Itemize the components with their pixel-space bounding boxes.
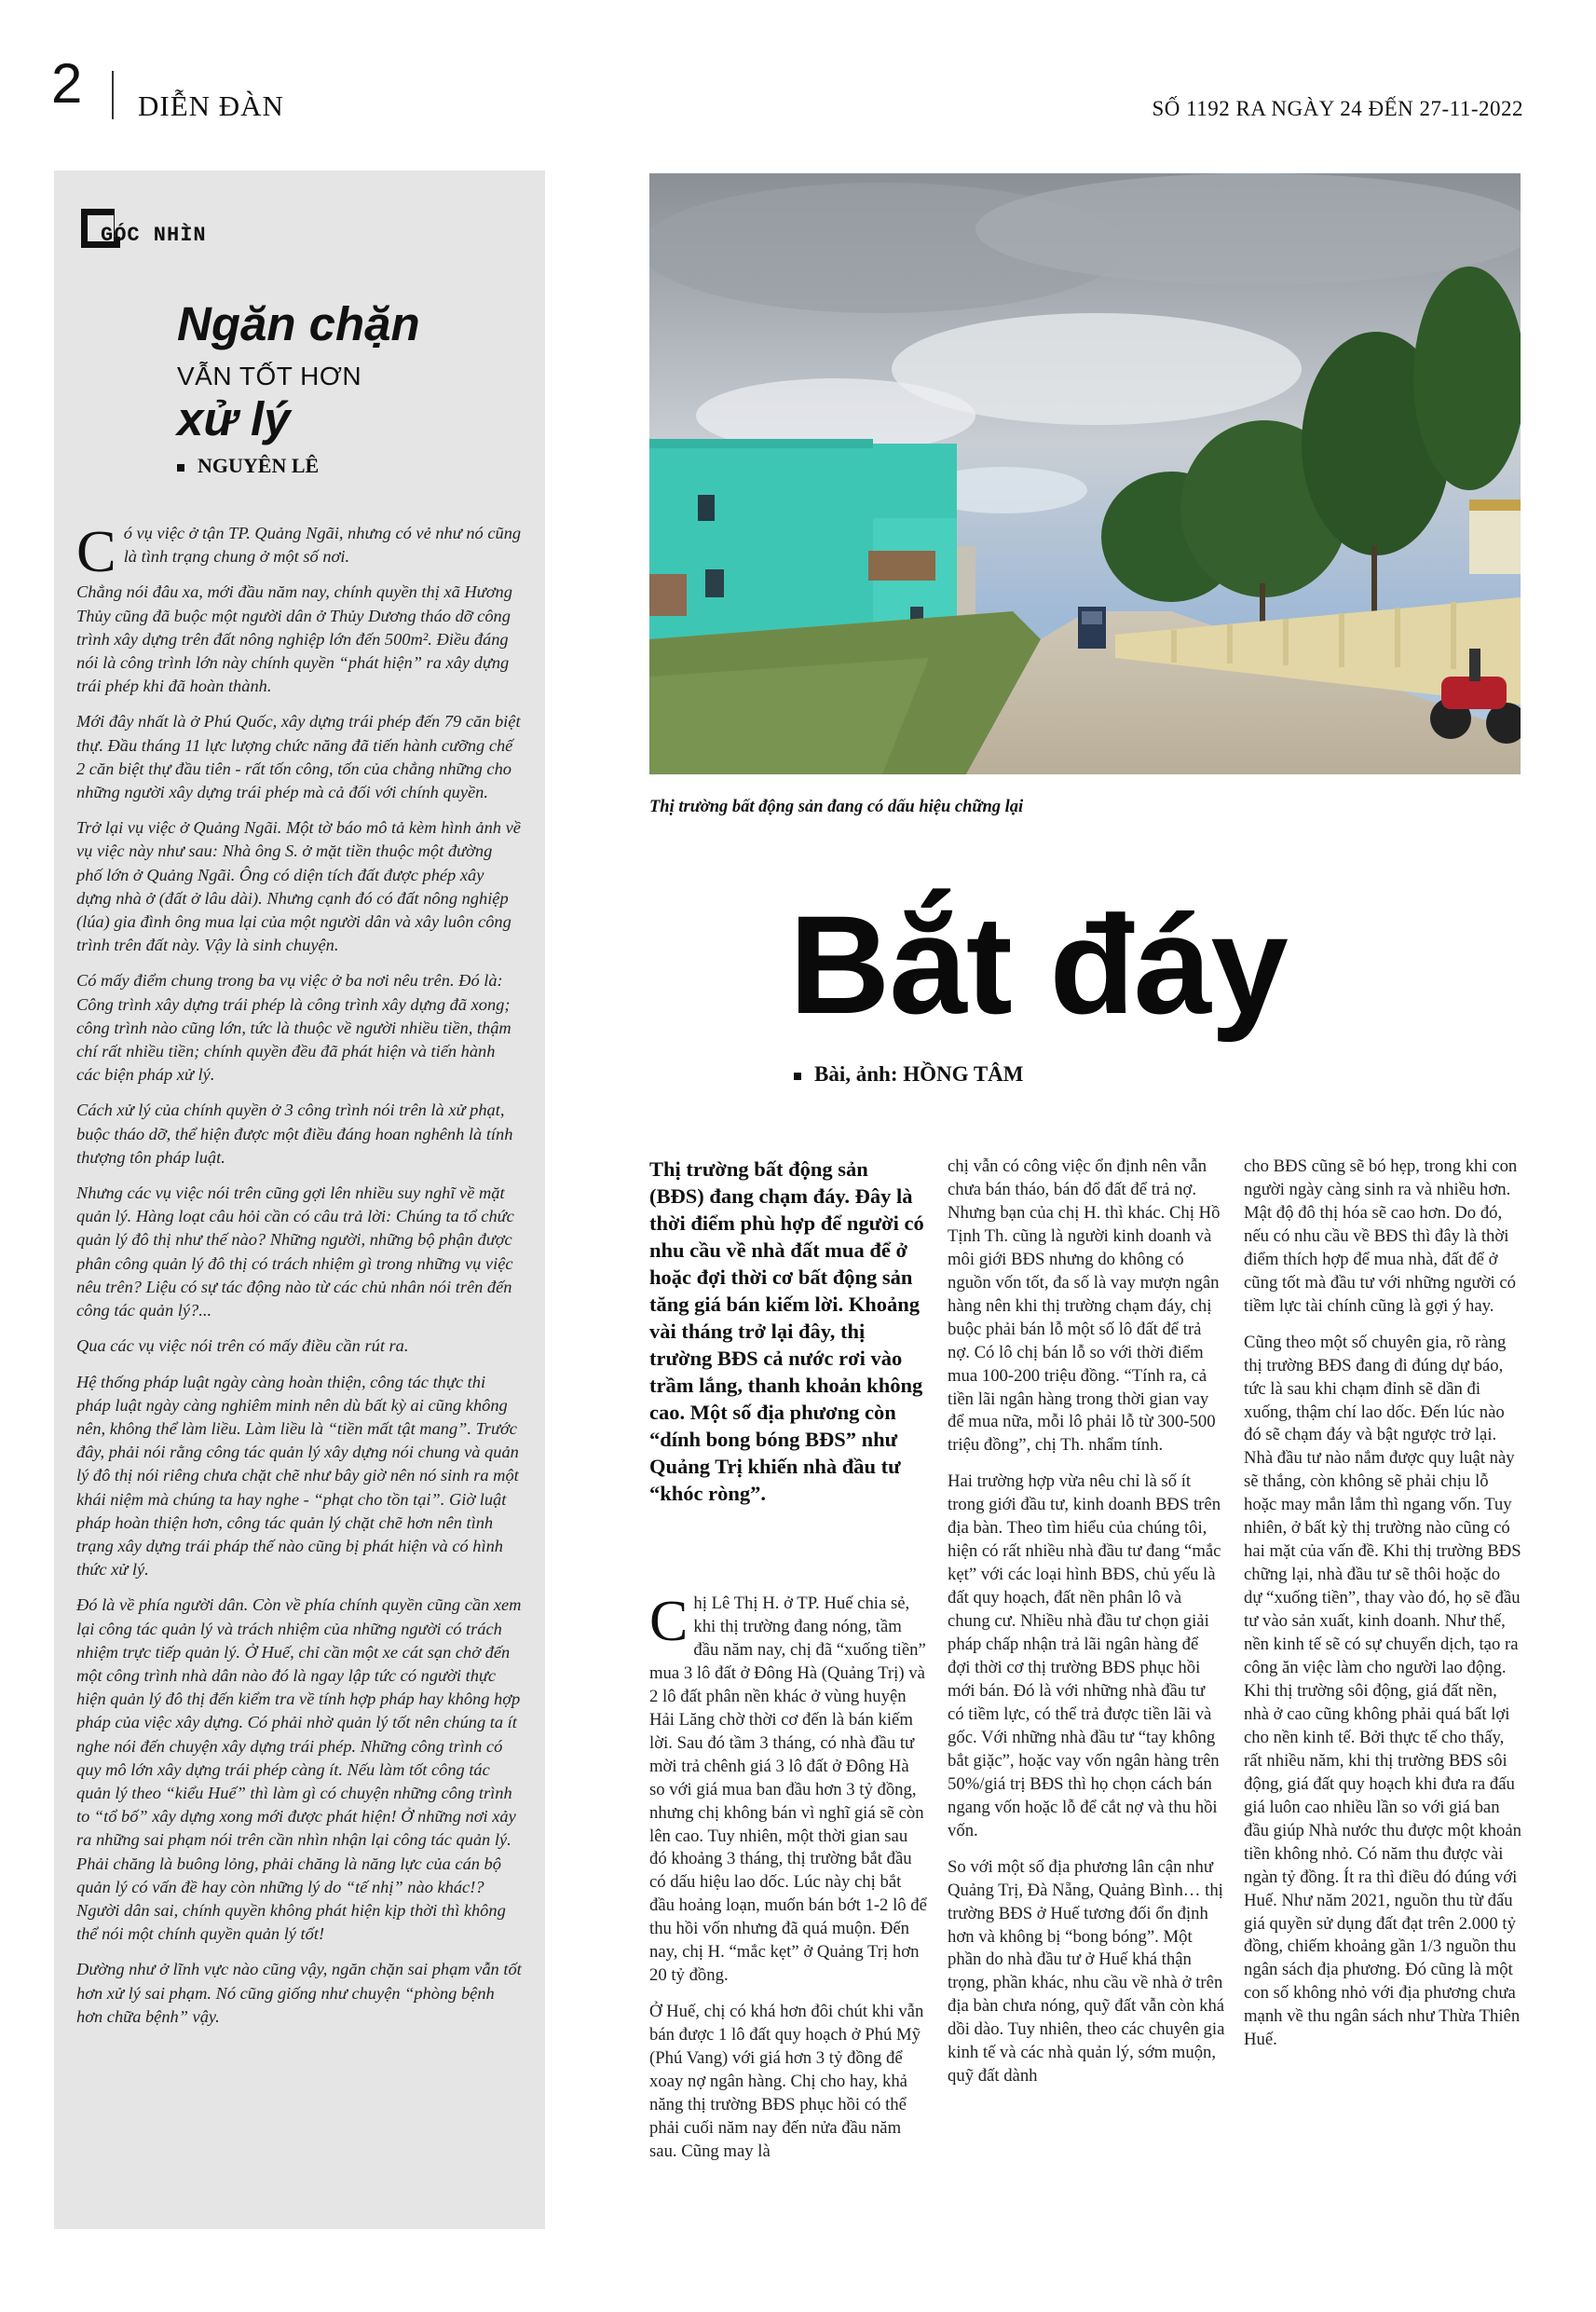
article-column-1	[649, 1590, 927, 2177]
article-column-3	[1244, 1156, 1521, 2065]
sidebar-paragraph: Mới đây nhất là ở Phú Quốc, xây dựng trái phép đến 79 căn biệt thự. Đầu tháng 11 lực lượng chức năng đã tiến hành cưỡng chế 2 căn biệt thự đầu tiên - rất tốn công, tốn của chẳng những cho những người xây dựng trái phép mà cả đối với chính quyền.	[76, 712, 521, 802]
article-paragraph: Cũng theo một số chuyên gia, rõ ràng thị trường BĐS đang đi đúng dự báo, tức là sau khi chạm đỉnh sẽ dần đi xuống, thậm chí lao dốc. Đến lúc nào đó sẽ chạm đáy và bật ngược trở lại. Nhà đầu tư nào nắm được quy luật này sẽ thắng, còn không sẽ phải chịu lỗ hoặc may mắn lắm thì ngang vốn. Tuy nhiên, ở bất kỳ thị trường nào cũng có hai mặt của vấn đề. Khi thị trường BĐS chững lại, nhà đầu tư sẽ thôi hoặc do dự “xuống tiền”, thay vào đó, họ sẽ đầu tư vào sản xuất, kinh doanh. Như thế, nền kinh tế sẽ có sự chuyển dịch, tạo ra công ăn việc làm cho người lao động. Khi thị trường sôi động, giá đất nền, nhà ở cao cũng không phải quá bất lợi cho nền kinh tế. Bởi thực tế cho thấy, rất nhiều năm, khi thị trường BĐS sôi động, giá đất quy hoạch khi đưa ra đấu giá luôn cao nhiều lần so với giá ban đầu giúp Nhà nước thu được một khoản tiền không nhỏ. Có năm thu được vài ngàn tỷ đồng. Ít ra thì điều đó đúng với Huế. Như năm 2021, nguồn thu từ đấu giá quyền sử dụng đất đạt trên 2.000 tỷ đồng, chiếm khoảng gần 1/3 nguồn thu ngân sách địa phương. Đó cũng là một con số không nhỏ với địa phương chưa mạnh về thu ngân sách như Thừa Thiên Huế.	[1244, 1332, 1521, 2050]
article-byline	[794, 1062, 1024, 1087]
sidebar-paragraph: Chẳng nói đâu xa, mới đầu năm nay, chính quyền thị xã Hương Thủy cũng đã buộc một người dân ở Thủy Dương tháo dỡ công trình xây dựng trên đất nông nghiệp lớn đến 500m². Điều đáng nói là công trình lớn này chính quyền “phát hiện” ra xây dựng trái phép khi đã hoàn thành.	[76, 582, 512, 696]
page-number: 2	[51, 52, 83, 115]
header-divider	[112, 71, 114, 119]
sidebar-paragraph: Hệ thống pháp luật ngày càng hoàn thiện, công tác thực thi pháp luật ngày càng nghiêm minh nên dù bất kỳ ai cũng không nên, không thể làm liều. Làm liều là “tiền mất tật mang”. Trước đây, phải nói rằng công tác quản lý xây dựng nói chung và quản lý đô thị nói riêng chưa chặt chẽ như bây giờ nên nó sinh ra một khái niệm mà chúng ta hay nghe - “phạt cho tồn tại”. Giờ luật pháp hoàn thiện hơn, công tác quản lý chặt chẽ hơn nên tình trạng xây dựng trái pháp thế nào cũng bị phát hiện và có hình thức xử lý.	[76, 1372, 519, 1580]
sidebar-author: NGUYÊN LÊ	[198, 454, 320, 477]
bullet-icon	[794, 1073, 801, 1080]
article-paragraph: Ở Huế, chị có khá hơn đôi chút khi vẫn bán được 1 lô đất quy hoạch ở Phú Mỹ (Phú Vang) với giá hơn 3 tỷ đồng để xoay nợ ngân hàng. Chị cho hay, khả năng thị trường BĐS phục hồi có thể phải cuối năm nay đến nửa đầu năm sau. Cũng may là	[649, 2002, 924, 2161]
article-paragraph: Chị Lê Thị H. ở TP. Huế chia sẻ, khi thị trường đang nóng, tầm đầu năm nay, chị đã “xuống tiền” mua 3 lô đất ở Đông Hà (Quảng Trị) và 2 lô đất phân nền khác ở vùng huyện Hải Lăng chờ thời cơ đến là bán kiếm lời. Sau đó tầm 3 tháng, có nhà đầu tư mời trả chênh giá 3 lô đất ở Đông Hà so với giá mua ban đầu hơn 3 tỷ đồng, nhưng chị không bán vì nghĩ giá sẽ còn lên cao. Tuy nhiên, một thời gian sau đó khoảng 3 tháng, thị trường bắt đầu có dấu hiệu lao dốc. Lúc này chị bắt đầu hoảng loạn, muốn bán bớt 1-2 lô để thu hồi vốn nhưng đã quá muộn. Đến nay, chị H. “mắc kẹt” ở Quảng Trị hơn 20 tỷ đồng.	[649, 1590, 927, 1986]
bullet-icon	[177, 464, 184, 472]
section-name: DIỄN ĐÀN	[138, 89, 284, 122]
issue-date: SỐ 1192 RA NGÀY 24 ĐẾN 27-11-2022	[1152, 97, 1523, 120]
sidebar-title-line3: xử lý	[177, 392, 291, 445]
photo-caption: Thị trường bất động sản đang có dấu hiệu chững lại	[649, 798, 1024, 816]
article-headline: Bắt đáy	[789, 886, 1288, 1043]
article-paragraph: So với một số địa phương lân cận như Quảng Trị, Đà Nẵng, Quảng Bình… thị trường BĐS ở Huế tương đối ổn định hơn và không bị “bong bóng”. Một phần do nhà đầu tư ở Huế khá thận trọng, phần khác, nhu cầu về nhà ở trên địa bàn chưa nóng, quỹ đất vẫn còn khá dồi dào. Tuy nhiên, theo các chuyên gia kinh tế và các nhà quản lý, sớm muộn, quỹ đất dành	[948, 1856, 1225, 2086]
sidebar-paragraph: Dường như ở lĩnh vực nào cũng vậy, ngăn chặn sai phạm vẫn tốt hơn xử lý sai phạm. Nó cũng giống như chuyện “phòng bệnh hơn chữa bệnh” vậy.	[76, 1960, 522, 2026]
sidebar-paragraph: Có mấy điểm chung trong ba vụ việc ở ba nơi nêu trên. Đó là: Công trình xây dựng trái phép là công trình xây dựng đã xong; công trình nào cũng lớn, tức là thuộc về người nhiều tiền, thậm chí rất nhiều tiền; chính quyền đều đã phát hiện và tiến hành các biện pháp xử lý.	[76, 971, 512, 1085]
sidebar-dropcap: C	[76, 518, 116, 584]
article-paragraph: Hai trường hợp vừa nêu chỉ là số ít trong giới đầu tư, kinh doanh BĐS trên địa bàn. Theo tìm hiểu của chúng tôi, hiện có rất nhiều nhà đầu tư đang “mắc kẹt” với các loại hình BĐS, chủ yếu là đất quy hoạch, đất nền phân lô và chung cư. Nhiều nhà đầu tư chọn giải pháp chấp nhận trả lãi ngân hàng để đợi thời cơ thị trường BĐS phục hồi mới bán. Đó là với những nhà đầu tư có tiềm lực, có thể trả được tiền lãi và gốc. Với những nhà đầu tư “tay không bắt giặc”, hoặc vay vốn ngân hàng trên 50%/giá trị BĐS thì họ chọn cách bán ngang vốn hoặc lỗ để cắt nợ và thu hồi vốn.	[948, 1471, 1221, 1840]
article-author: Bài, ảnh: HỒNG TÂM	[814, 1062, 1024, 1086]
sidebar-byline	[177, 454, 319, 478]
sidebar-paragraph: Có vụ việc ở tận TP. Quảng Ngãi, nhưng có vẻ như nó cũng là tình trạng chung ở một số nơi.	[76, 518, 522, 584]
sidebar-paragraph: Trở lại vụ việc ở Quảng Ngãi. Một tờ báo mô tả kèm hình ảnh về vụ việc này như sau: Nhà ông S. ở mặt tiền thuộc một đường phố lớn ở Quảng Ngãi. Ông có diện tích đất được phép xây dựng nhà ở (đất ở lâu dài). Nhưng cạnh đó có đất nông nghiệp (lúa) gia đình ông mua lại của một người dân và xây luôn công trình trên đất này. Vậy là sinh chuyện.	[76, 818, 521, 955]
sidebar-body	[76, 518, 522, 2041]
sidebar-title-line1: Ngăn chặn	[177, 297, 420, 350]
article-paragraph: cho BĐS cũng sẽ bó hẹp, trong khi con người ngày càng sinh ra và nhiều hơn. Mật độ đô thị hóa sẽ cao hơn. Do đó, nếu có nhu cầu về BĐS thì đây là thời điểm thích hợp để mua nhà, đất để ở cũng tốt mà đầu tư với những người có tiềm lực tài chính cũng là gợi ý hay.	[1244, 1156, 1518, 1316]
article-column-2	[948, 1156, 1225, 2101]
sidebar-paragraph: Đó là về phía người dân. Còn về phía chính quyền cũng cần xem lại công tác quản lý và trách nhiệm của những người có trách nhiệm trực tiếp quản lý. Ở Huế, chỉ cần một xe cát sạn chở đến một công trình nhà dân nào đó là ngay lập tức có người thực hiện quản lý đô thị đến kiểm tra về tính hợp pháp hay không hợp pháp của việc xây dựng. Có phải nhờ quản lý tốt nên chúng ta ít nghe nói đến chuyện xây dựng trái phép. Những công trình có quy mô lớn xây dựng trái phép càng ít. Nếu làm tốt công tác quản lý theo “kiểu Huế” thì làm gì có chuyện những công trình to “tổ bố” xây dựng xong mới được phát hiện! Ở những nơi xảy ra những sai phạm nói trên cần nhìn nhận lại công tác quản lý. Phải chăng là buông lỏng, phải chăng là năng lực của cán bộ quản lý có vấn đề hay còn những lý do “tế nhị” nào khác!? Người dân sai, chính quyền không phát hiện kịp thời thì không thể nói một chính quyền quản lý tốt!	[76, 1595, 522, 1944]
article-dropcap: C	[649, 1590, 689, 1653]
sidebar-label: GÓC NHÌN	[101, 224, 207, 247]
sidebar-paragraph: Cách xử lý của chính quyền ở 3 công trình nói trên là xử phạt, buộc tháo dỡ, thể hiện được một điều đáng hoan nghênh là tính thượng tôn pháp luật.	[76, 1101, 513, 1167]
article-paragraph: chị vẫn có công việc ổn định nên vẫn chưa bán tháo, bán đổ đất để trả nợ. Nhưng bạn của chị H. thì khác. Chị Hồ Tịnh Th. cũng là người kinh doanh và môi giới BĐS nhưng do không có nguồn vốn tốt, đa số là vay mượn ngân hàng nên khi thị trường chạm đáy, chị buộc phải bán lỗ một số lô đất để trả nợ. Có lô chị bán lỗ so với thời điểm mua 100-200 triệu đồng. “Tính ra, cả tiền lãi ngân hàng trong thời gian vay để mua nữa, mỗi lô phải lỗ từ 300-500 triệu đồng”, chị Th. nhẩm tính.	[948, 1156, 1221, 1456]
article-photo	[649, 173, 1521, 774]
sidebar-title-line2: VẪN TỐT HƠN	[177, 362, 362, 390]
article-lead: Thị trường bất động sản (BĐS) đang chạm đáy. Đây là thời điểm phù hợp để người có nhu cầu về nhà đất mua để ở hoặc đợi thời cơ bất động sản tăng giá bán kiếm lời. Khoảng vài tháng trở lại đây, thị trường BĐS cả nước rơi vào trầm lắng, thanh khoản không cao. Một số địa phương còn “dính bong bóng BĐS” như Quảng Trị khiến nhà đầu tư “khóc ròng”.	[649, 1157, 924, 1506]
sidebar-paragraph: Nhưng các vụ việc nói trên cũng gợi lên nhiều suy nghĩ về mặt quản lý. Hàng loạt câu hỏi cần có câu trả lời: Chúng ta tổ chức quản lý đô thị như thế nào? Những người, những bộ phận được phân công quản lý đô thị có trách nhiệm gì trong những vụ việc nêu trên? Liệu có sự tác động nào từ các chủ nhân nói trên đến công tác quản lý?...	[76, 1183, 514, 1320]
sidebar-paragraph: Qua các vụ việc nói trên có mấy điều cần rút ra.	[76, 1336, 409, 1356]
